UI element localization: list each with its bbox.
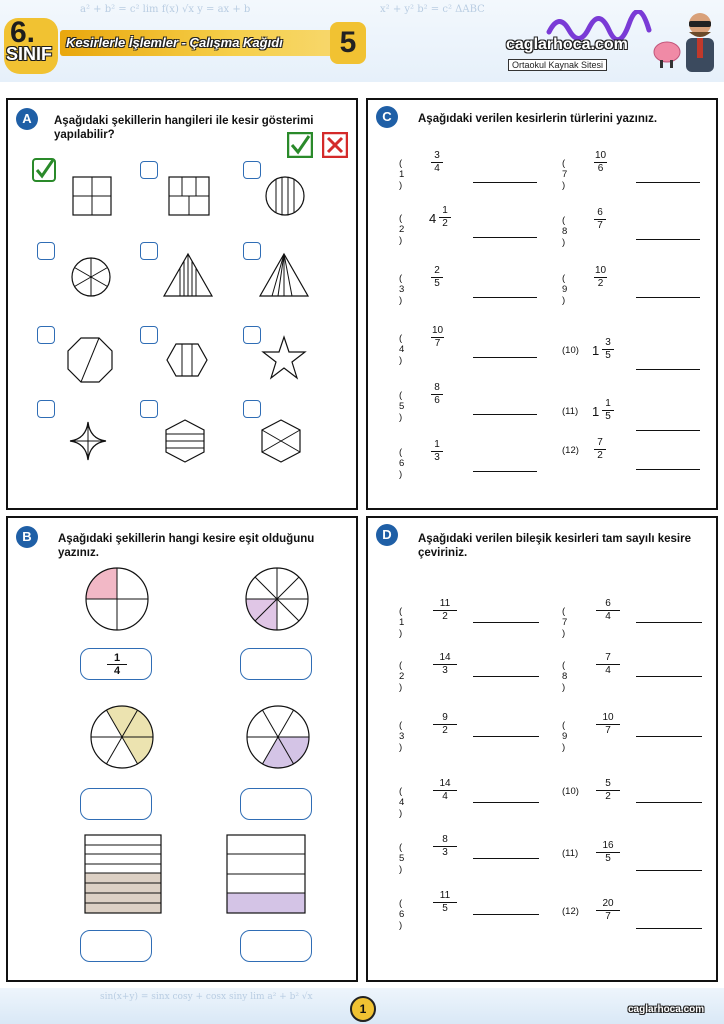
shape-star bbox=[261, 335, 307, 381]
checkbox[interactable] bbox=[140, 242, 158, 260]
check-icon bbox=[287, 132, 313, 158]
circle-sixths-violet-figure bbox=[246, 705, 310, 769]
whole-part: 4 bbox=[429, 211, 437, 226]
checkbox-checked[interactable] bbox=[32, 158, 58, 184]
shape-hexagon-3-parts bbox=[166, 342, 208, 378]
checkbox[interactable] bbox=[243, 326, 261, 344]
shape-triangle-vertical-stripes bbox=[162, 252, 214, 298]
answer-line[interactable] bbox=[473, 858, 539, 859]
fraction: 8 3 bbox=[433, 834, 457, 859]
answer-line[interactable] bbox=[636, 736, 702, 737]
checkbox[interactable] bbox=[140, 326, 158, 344]
section-letter: C bbox=[376, 106, 398, 128]
fraction: 7 4 bbox=[596, 652, 620, 677]
answer-line[interactable] bbox=[636, 469, 700, 470]
fraction: 7 2 bbox=[594, 437, 606, 462]
answer-line[interactable] bbox=[473, 237, 537, 238]
answer-fraction: 1 4 bbox=[81, 652, 153, 677]
fraction: 8 6 bbox=[431, 382, 443, 407]
item-number: ( 3 ) bbox=[399, 720, 405, 753]
item-number: ( 7 ) bbox=[562, 606, 568, 639]
fraction: 3 4 bbox=[431, 150, 443, 175]
answer-line[interactable] bbox=[636, 928, 702, 929]
shape-square-4-parts bbox=[72, 176, 112, 216]
sheet-number: 5 bbox=[330, 22, 366, 64]
fraction: 16 5 bbox=[596, 840, 620, 865]
worksheet-title: Kesirlerle İşlemler - Çalışma Kağıdı bbox=[66, 35, 283, 50]
answer-line[interactable] bbox=[473, 914, 539, 915]
section-question: Aşağıdaki verilen bileşik kesirleri tam sayılı kesire çeviriniz. bbox=[418, 533, 691, 559]
answer-box[interactable] bbox=[80, 930, 152, 962]
header-decoration: a² + b² = c² lim f(x) √x y = ax + b bbox=[80, 4, 251, 15]
item-number: ( 1 ) bbox=[399, 158, 405, 191]
item-number: ( 8 ) bbox=[562, 215, 568, 248]
item-number: ( 9 ) bbox=[562, 273, 568, 306]
header-decoration: x² + y² b² = c² ΔABC bbox=[380, 4, 485, 15]
teacher-mascot-icon bbox=[680, 8, 720, 78]
checkbox[interactable] bbox=[37, 400, 55, 418]
cross-icon bbox=[322, 132, 348, 158]
answer-line[interactable] bbox=[473, 471, 537, 472]
shape-hexagon-horizontal-stripes bbox=[164, 418, 206, 464]
section-d-panel bbox=[366, 516, 718, 982]
shape-hexagon-crossed bbox=[260, 418, 302, 464]
answer-box[interactable] bbox=[80, 648, 152, 680]
answer-line[interactable] bbox=[473, 736, 539, 737]
item-number: ( 4 ) bbox=[399, 786, 405, 819]
shape-four-point-star bbox=[68, 420, 108, 462]
item-number: (12) bbox=[562, 906, 579, 917]
item-number: ( 7 ) bbox=[562, 158, 568, 191]
item-number: ( 3 ) bbox=[399, 273, 405, 306]
circle-sixths-olive-figure bbox=[90, 705, 154, 769]
item-number: ( 2 ) bbox=[399, 660, 405, 693]
item-number: (12) bbox=[562, 445, 579, 456]
answer-line[interactable] bbox=[473, 802, 539, 803]
section-question: Aşağıdaki şekillerin hangileri ile kesir gösterimi yapılabilir? bbox=[54, 115, 314, 141]
fraction: 1 3 bbox=[431, 439, 443, 464]
item-number: (10) bbox=[562, 786, 579, 797]
section-question: Aşağıdaki şekillerin hangi kesire eşit olduğunu yazınız. bbox=[58, 533, 315, 559]
fraction: 5 2 bbox=[596, 778, 620, 803]
fraction: 6 4 bbox=[596, 598, 620, 623]
item-number: ( 9 ) bbox=[562, 720, 568, 753]
striped-rectangle-violet-figure bbox=[226, 834, 306, 914]
section-letter: D bbox=[376, 524, 398, 546]
item-number: ( 8 ) bbox=[562, 660, 568, 693]
brand-logo[interactable]: caglarhoca.com bbox=[506, 36, 628, 53]
answer-box[interactable] bbox=[240, 930, 312, 962]
fraction: 6 7 bbox=[594, 207, 606, 232]
answer-line[interactable] bbox=[473, 357, 537, 358]
fraction: 10 2 bbox=[595, 265, 607, 289]
answer-line[interactable] bbox=[636, 870, 702, 871]
brand-subtitle: Ortaokul Kaynak Sitesi bbox=[508, 59, 607, 71]
brain-icon bbox=[652, 38, 682, 70]
section-question: Aşağıdaki verilen kesirlerin türlerini yazınız. bbox=[418, 113, 658, 125]
striped-rectangle-brown-figure bbox=[84, 834, 162, 914]
circle-eighths-figure bbox=[244, 566, 310, 632]
shape-octagon-diagonal bbox=[66, 336, 114, 384]
shape-circle-vertical-stripes bbox=[264, 175, 306, 217]
shape-circle-6-sectors bbox=[70, 256, 112, 298]
fraction: 10 6 bbox=[595, 150, 607, 174]
circle-quarters-figure bbox=[84, 566, 150, 632]
item-number: ( 2 ) bbox=[399, 213, 405, 246]
answer-box[interactable] bbox=[240, 788, 312, 820]
grade-label: SINIF bbox=[6, 44, 53, 64]
checkbox[interactable] bbox=[140, 161, 158, 179]
answer-line[interactable] bbox=[636, 297, 700, 298]
checkbox[interactable] bbox=[243, 161, 261, 179]
shape-triangle-uneven-parts bbox=[258, 252, 310, 298]
fraction: 11 5 bbox=[433, 890, 457, 915]
item-number: ( 5 ) bbox=[399, 842, 405, 875]
answer-line[interactable] bbox=[473, 182, 537, 183]
section-c-panel bbox=[366, 98, 718, 510]
answer-line[interactable] bbox=[473, 297, 537, 298]
item-number: ( 4 ) bbox=[399, 333, 405, 366]
fraction: 10 7 bbox=[596, 712, 620, 737]
answer-line[interactable] bbox=[473, 622, 539, 623]
checkbox[interactable] bbox=[140, 400, 158, 418]
section-letter: B bbox=[16, 526, 38, 548]
footer-site-link[interactable]: caglarhoca.com bbox=[628, 1004, 705, 1015]
item-number: ( 6 ) bbox=[399, 898, 405, 931]
answer-line[interactable] bbox=[473, 414, 537, 415]
answer-box[interactable] bbox=[80, 788, 152, 820]
answer-line[interactable] bbox=[636, 369, 700, 370]
whole-part: 1 bbox=[592, 343, 600, 358]
answer-line[interactable] bbox=[636, 182, 700, 183]
fraction: 14 4 bbox=[433, 778, 457, 803]
answer-line[interactable] bbox=[636, 430, 700, 431]
answer-line[interactable] bbox=[473, 676, 539, 677]
item-number: (11) bbox=[562, 406, 579, 417]
item-number: ( 1 ) bbox=[399, 606, 405, 639]
fraction: 14 3 bbox=[433, 652, 457, 677]
checkbox[interactable] bbox=[37, 326, 55, 344]
fraction: 9 2 bbox=[433, 712, 457, 737]
fraction: 1 5 bbox=[602, 398, 614, 423]
shape-rectangle-grid bbox=[168, 176, 210, 216]
answer-line[interactable] bbox=[636, 676, 702, 677]
fraction: 3 5 bbox=[602, 337, 614, 362]
fraction: 20 7 bbox=[596, 898, 620, 923]
fraction: 2 5 bbox=[431, 265, 443, 290]
grade-number: 6. bbox=[10, 16, 36, 49]
fraction: 1 2 bbox=[439, 205, 451, 230]
item-number: ( 6 ) bbox=[399, 447, 405, 480]
answer-line[interactable] bbox=[636, 622, 702, 623]
section-letter: A bbox=[16, 108, 38, 130]
page-number: 1 bbox=[350, 996, 376, 1022]
item-number: (10) bbox=[562, 345, 579, 356]
whole-part: 1 bbox=[592, 404, 600, 419]
checkbox[interactable] bbox=[243, 400, 261, 418]
fraction: 10 7 bbox=[432, 325, 444, 349]
checkbox[interactable] bbox=[37, 242, 55, 260]
answer-line[interactable] bbox=[636, 239, 700, 240]
footer-decoration: sin(x+y) = sinx cosy + cosx siny lim a² + b² √x bbox=[100, 992, 313, 1002]
item-number: ( 5 ) bbox=[399, 390, 405, 423]
answer-line[interactable] bbox=[636, 802, 702, 803]
fraction: 11 2 bbox=[433, 598, 457, 623]
item-number: (11) bbox=[562, 848, 579, 859]
answer-box[interactable] bbox=[240, 648, 312, 680]
